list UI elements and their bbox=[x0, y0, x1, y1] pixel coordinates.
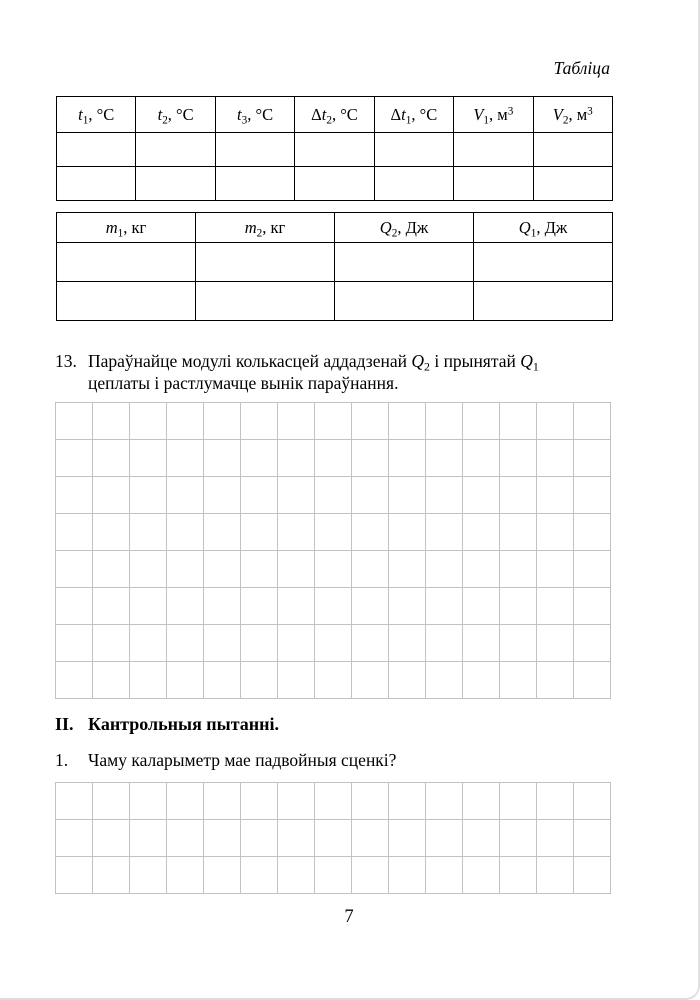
table-cell bbox=[474, 282, 613, 321]
question-13-text-1: Параўнайце модулі колькасцей аддадзенай bbox=[88, 351, 412, 371]
col-header-dt2 bbox=[295, 97, 374, 133]
col-header-v1 bbox=[454, 97, 533, 133]
col-header-q2 bbox=[335, 213, 474, 243]
section-numeral: II. bbox=[55, 714, 74, 734]
subscript: 3 bbox=[241, 113, 248, 126]
unit: , °C bbox=[411, 104, 438, 124]
subscript: 1 bbox=[117, 226, 124, 239]
unit: , °C bbox=[167, 104, 194, 124]
answer-grid-squared-paper-1 bbox=[55, 402, 611, 699]
table-cell bbox=[533, 133, 612, 167]
variable: m bbox=[244, 217, 257, 237]
question-13 bbox=[55, 350, 650, 394]
variable: t bbox=[321, 104, 327, 124]
delta-prefix: Δ bbox=[311, 104, 322, 124]
question-13-text-2: і прынятай bbox=[429, 351, 521, 371]
variable: t bbox=[157, 104, 163, 124]
table-cell bbox=[374, 133, 453, 167]
variable: t bbox=[401, 104, 406, 124]
unit: , °C bbox=[331, 104, 358, 124]
table-cell bbox=[136, 167, 215, 201]
subscript: 1 bbox=[532, 359, 539, 374]
superscript: 3 bbox=[507, 104, 514, 117]
variable: t bbox=[78, 104, 83, 124]
col-header-dt1 bbox=[374, 97, 453, 133]
subscript: 1 bbox=[483, 113, 490, 126]
table-1-data-row bbox=[57, 133, 613, 167]
table-cell bbox=[533, 167, 612, 201]
variable: t bbox=[237, 104, 242, 124]
unit: , кг bbox=[262, 217, 286, 237]
measurement-table-2 bbox=[56, 212, 613, 321]
table-cell bbox=[295, 167, 374, 201]
subscript: 1 bbox=[530, 226, 537, 239]
subscript: 2 bbox=[326, 113, 332, 126]
table-cell bbox=[57, 133, 136, 167]
variable: m bbox=[105, 217, 118, 237]
table-cell bbox=[215, 167, 294, 201]
table-cell bbox=[57, 167, 136, 201]
col-header-t2 bbox=[136, 97, 215, 133]
subscript: 2 bbox=[562, 113, 569, 126]
table-cell bbox=[454, 167, 533, 201]
variable: Q bbox=[518, 217, 531, 237]
table-2-data-row bbox=[57, 243, 613, 282]
col-header-m2 bbox=[196, 213, 335, 243]
table-cell bbox=[196, 282, 335, 321]
table-cell bbox=[57, 282, 196, 321]
unit: , Дж bbox=[536, 217, 568, 237]
unit: , Дж bbox=[397, 217, 429, 237]
table-cell bbox=[374, 167, 453, 201]
subscript: 2 bbox=[391, 226, 398, 239]
measurement-table-1 bbox=[56, 96, 613, 201]
question-13-text-3: цеплаты і растлумачце вынік параўнання. bbox=[88, 373, 399, 393]
page-number: 7 bbox=[344, 907, 354, 927]
col-header-t1 bbox=[57, 97, 136, 133]
table-2-data-row bbox=[57, 282, 613, 321]
unit: , °C bbox=[247, 104, 274, 124]
table-cell bbox=[335, 282, 474, 321]
unit: , °C bbox=[88, 104, 115, 124]
table-2-header-row bbox=[57, 213, 613, 243]
col-header-v2 bbox=[533, 97, 612, 133]
subscript: 2 bbox=[162, 113, 168, 126]
variable-q1: Q bbox=[520, 351, 533, 371]
unit: , м bbox=[489, 104, 508, 124]
table-1-header-row bbox=[57, 97, 613, 133]
section-title: Кантрольныя пытанні. bbox=[88, 714, 280, 734]
variable: V bbox=[552, 104, 563, 124]
table-cell bbox=[136, 133, 215, 167]
table-cell bbox=[215, 133, 294, 167]
section-heading bbox=[55, 714, 617, 735]
subscript: 1 bbox=[405, 113, 412, 126]
question-1 bbox=[55, 749, 650, 771]
question-1-text: Чаму каларыметр мае падвойныя сценкі? bbox=[88, 750, 397, 770]
variable: V bbox=[473, 104, 484, 124]
subscript: 2 bbox=[424, 359, 430, 374]
unit: , м bbox=[568, 104, 588, 124]
table-1-data-row bbox=[57, 167, 613, 201]
unit: , кг bbox=[123, 217, 147, 237]
answer-grid-squared-paper-2 bbox=[55, 782, 611, 894]
variable-q2: Q bbox=[411, 351, 424, 371]
table-caption: Табліца bbox=[553, 58, 610, 78]
superscript: 3 bbox=[587, 104, 593, 117]
table-cell bbox=[335, 243, 474, 282]
col-header-t3 bbox=[215, 97, 294, 133]
table-cell bbox=[57, 243, 196, 282]
col-header-q1 bbox=[474, 213, 613, 243]
subscript: 1 bbox=[82, 113, 89, 126]
table-cell bbox=[196, 243, 335, 282]
delta-prefix: Δ bbox=[390, 104, 402, 124]
col-header-m1 bbox=[57, 213, 196, 243]
table-cell bbox=[474, 243, 613, 282]
table-cell bbox=[295, 133, 374, 167]
table-cell bbox=[454, 133, 533, 167]
question-13-number: 13. bbox=[55, 351, 77, 371]
question-1-number: 1. bbox=[55, 750, 69, 770]
subscript: 2 bbox=[256, 226, 263, 239]
variable: Q bbox=[379, 217, 392, 237]
